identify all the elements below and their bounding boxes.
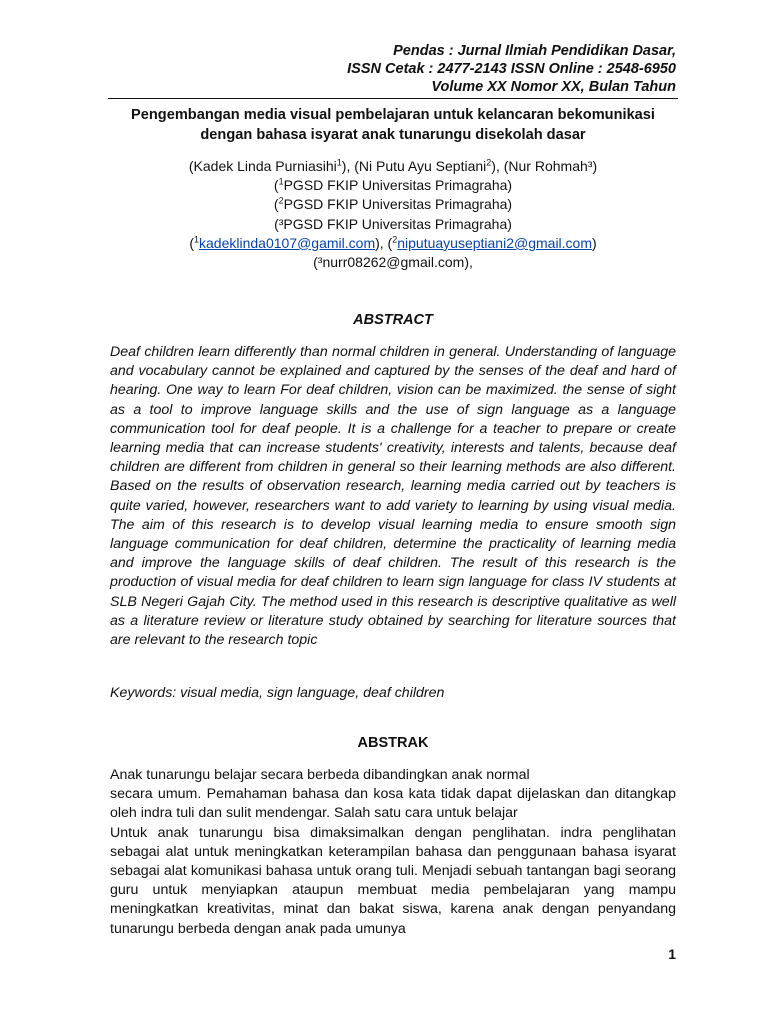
affiliation-2-text: PGSD FKIP Universitas Primagraha — [283, 196, 508, 213]
abstrak-line-2: secara umum. Pemahaman bahasa dan kosa kata tidak dapat dijelaskan dan ditangkap oleh indra tuli dan sulit mendengar. Salah satu cara untuk belajar — [110, 786, 676, 822]
paper-title — [100, 106, 686, 145]
email-2-sup: 2 — [392, 234, 398, 245]
author-names: (Kadek Linda Purniasihi$^1$), (Ni Putu Ayu Septiani$^2$), (Nur Rohmah³) — [188, 157, 598, 174]
email-3-line: (³nurr08262@gmail.com), — [313, 254, 473, 271]
author-1-sup: 1 — [336, 157, 342, 168]
affiliation-1-text: PGSD FKIP Universitas Primagraha — [283, 177, 508, 194]
author-2-name: Ni Putu Ayu Septiani — [358, 158, 487, 174]
affiliation-1: ($^1$PGSD FKIP Universitas Primagraha) — [273, 176, 513, 194]
page-number: 1 — [668, 946, 676, 962]
journal-name: Pendas : Jurnal Ilmiah Pendidikan Dasar, — [393, 43, 676, 59]
emails-line: ($^1$kadeklinda0107@gamil.com), ($^2$niputuayuseptiani2@gmail.com) — [189, 234, 597, 251]
affiliation-3: (³PGSD FKIP Universitas Primagraha) — [274, 215, 512, 232]
affiliation-1-sup: 1 — [278, 176, 284, 187]
email-1-sup: 1 — [194, 234, 200, 245]
header-divider — [108, 98, 678, 99]
journal-volume: Volume XX Nomor XX, Bulan Tahun — [431, 79, 676, 95]
abstrak-heading: ABSTRAK — [357, 735, 429, 751]
authors-block — [100, 157, 686, 272]
affiliation-3-sup: ³ — [278, 215, 284, 232]
journal-header — [347, 42, 676, 96]
abstrak-body — [110, 766, 676, 939]
journal-issn: ISSN Cetak : 2477-2143 ISSN Online : 2548-6950 — [347, 61, 676, 77]
author-3-sup: ³ — [587, 158, 593, 174]
keywords: Keywords: visual media, sign language, deaf children — [110, 685, 445, 701]
paper-title-line-1: Pengembangan media visual pembelajaran untuk kelancaran bekomunikasi — [131, 107, 655, 123]
author-2-sup: 2 — [486, 157, 492, 168]
author-1-name: Kadek Linda Purniasihi — [193, 158, 337, 174]
email-3-text: nurr08262@gmail.com — [322, 254, 465, 271]
abstract-heading: ABSTRACT — [353, 312, 433, 328]
author-3-name: Nur Rohmah — [508, 158, 588, 174]
email-1-link[interactable]: kadeklinda0107@gamil.com — [199, 234, 376, 251]
affiliation-2-sup: 2 — [278, 195, 284, 206]
email-3-sup: ³ — [317, 254, 323, 271]
abstrak-paragraph-2: Untuk anak tunarungu bisa dimaksimalkan dengan penglihatan. indra penglihatan sebagai alat untuk meningkatkan keterampilan bahasa dan penggunaan bahasa isyarat sebagai alat komunikasi bahasa untuk orang tuli. Menjadi sebuah tantangan bagi seorang guru untuk menyiapkan ataupun membuat media pembelajaran yang mampu meningkatkan kreativitas, minat dan bakat siswa, karena anak dengan penyandang tunarungu berbeda dengan anak pada umunya — [110, 824, 676, 937]
abstract-body: Deaf children learn differently than normal children in general. Understanding of language and vocabulary cannot be explained and captured by the senses of the deaf and hard of hearing. One way to learn For deaf children, vision can be maximized. the sense of sight as a tool to improve language skills and the use of sign language as a language communication tool for deaf people. It is a challenge for a teacher to prepare or create learning media that can increase students' creativity, interests and talents, because deaf children are different from children in general so their learning methods are also different. Based on the results of observation research, learning media carried out by teachers is quite varied, however, researchers want to add variety to learning by using visual media. The aim of this research is to develop visual learning media to ensure smooth sign language communication for deaf children, determine the practicality of learning media and improve the language skills of deaf children. The result of this research is the production of visual media for deaf children to learn sign language for class IV students at SLB Negeri Gajah City. The method used in this research is descriptive qualitative as well as a literature review or literature study obtained by searching for literature sources that are relevant to the research topic — [110, 344, 676, 649]
affiliation-2: ($^2$PGSD FKIP Universitas Primagraha) — [273, 195, 513, 213]
abstrak-line-1: Anak tunarungu belajar secara berbeda dibandingkan anak normal — [110, 767, 530, 783]
paper-title-line-2: dengan bahasa isyarat anak tunarungu disekolah dasar — [200, 126, 586, 143]
email-2-link[interactable]: niputuayuseptiani2@gmail.com — [397, 234, 592, 251]
affiliation-3-text: PGSD FKIP Universitas Primagraha — [283, 215, 508, 232]
